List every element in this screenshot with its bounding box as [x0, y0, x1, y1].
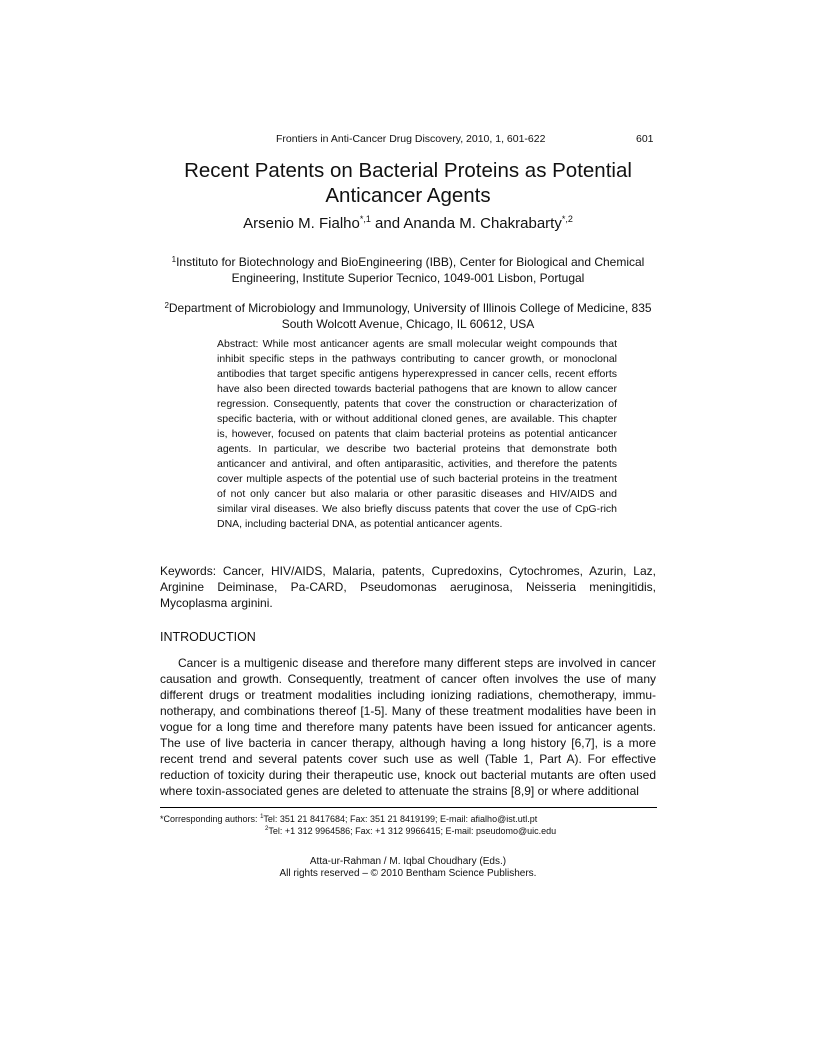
section-heading: INTRODUCTION	[160, 630, 256, 644]
author-conjunction: and	[370, 215, 404, 232]
author-affiliation-mark: *,2	[561, 214, 573, 224]
abstract-text: While most anticancer agents are small molecular weight compounds that inhibit specific steps in the pathways contributing to cancer growth, or monoclonal antibodies that target specific antigens hyperexpressed in cancer cells, recent efforts have also been directed towards bacterial pathogens that are known to allow cancer regression. Consequently, patents that cover the construction or characterization of specific bacteria, with or without additional cloned genes, are available. This chapter is, however, focused on patents that claim bacterial proteins as potential anticancer agents. In particular, we describe two bacterial proteins that demonstrate both anticancer and antiviral, and often antiparasitic, activities, and therefore the patents cover multiple aspects of the potential use of such bacterial proteins in the treatment of not only cancer but also malaria or other parasitic diseases and HIV/AIDS and similar viral diseases. We also briefly discuss patents that cover the use of CpG-rich DNA, including bacterial DNA, as potential anticancer agents.	[217, 338, 617, 530]
publisher-editors: Atta-ur-Rahman / M. Iqbal Choudhary (Eds.)	[309, 856, 507, 867]
footnote-contact: Tel: 351 21 8417684; Fax: 351 21 8419199; E-mail: afialho@ist.utl.pt	[263, 814, 538, 824]
page-number: 601	[636, 133, 654, 145]
affiliation-text: Instituto for Biotechnology and BioEngineering (IBB), Center for Biological and Chemical Engineering, Institute Superior Tecnico, 1049-001 Lisbon, Portugal	[176, 255, 645, 285]
author-name: Ananda M. Chakrabarty	[403, 215, 562, 232]
affiliation-mark: 2	[164, 301, 169, 310]
abstract-label: Abstract:	[217, 338, 259, 350]
footnote	[265, 823, 556, 837]
body-paragraph: Cancer is a multigenic disease and therefore many different steps are involved in cancer causation and growth. Consequently, treatment of cancer often involves the use of many different drugs or treatment modalities including ionizing radiations, chemotherapy, immu-notherapy, and combinations thereof [1-5]. Many of these treatment modalities have been in vogue for a long time and therefore many patents have been issued for anticancer agents. The use of live bacteria in cancer therapy, although having a long history [6,7], is a more recent trend and several patents cover such use as well (Table 1, Part A). For effective reduction of toxicity during their therapeutic use, knock out bacterial mutants are often used where toxin-associated genes are deleted to attenuate the strains [8,9] or where additional	[160, 656, 656, 798]
affiliation-mark: 1	[171, 255, 177, 264]
keywords-label: Keywords:	[160, 564, 217, 578]
footnote-prefix: *Corresponding authors:	[160, 814, 261, 824]
abstract	[217, 337, 617, 532]
author-name: Arsenio M. Fialho	[243, 215, 360, 232]
affiliation-text: Department of Microbiology and Immunology, University of Illinois College of Medicine, 835 South Wolcott Avenue, Chicago, IL 60612, USA	[168, 301, 652, 331]
keywords	[160, 563, 656, 611]
footnote-divider	[160, 807, 657, 808]
footnote-contact: Tel: +1 312 9964586; Fax: +1 312 9966415; E-mail: pseudomo@uic.edu	[268, 826, 557, 836]
footnote-mark: 1	[260, 814, 264, 820]
affiliation	[160, 252, 656, 286]
paper-title: Recent Patents on Bacterial Proteins as Potential Anticancer Agents	[184, 159, 632, 207]
footnote-mark: 2	[265, 826, 269, 832]
keywords-text: Cancer, HIV/AIDS, Malaria, patents, Cupredoxins, Cytochromes, Azurin, Laz, Arginine Deiminase, Pa-CARD, Pseudomonas aeruginosa, Neisseria meningitidis, Mycoplasma arginini.	[160, 564, 656, 610]
author-affiliation-mark: *,1	[359, 214, 371, 224]
running-head: Frontiers in Anti-Cancer Drug Discovery, 2010, 1, 601-622	[276, 133, 546, 145]
affiliation	[160, 298, 656, 332]
author-line	[160, 214, 656, 232]
publisher-rights: All rights reserved – © 2010 Bentham Science Publishers.	[279, 868, 537, 879]
